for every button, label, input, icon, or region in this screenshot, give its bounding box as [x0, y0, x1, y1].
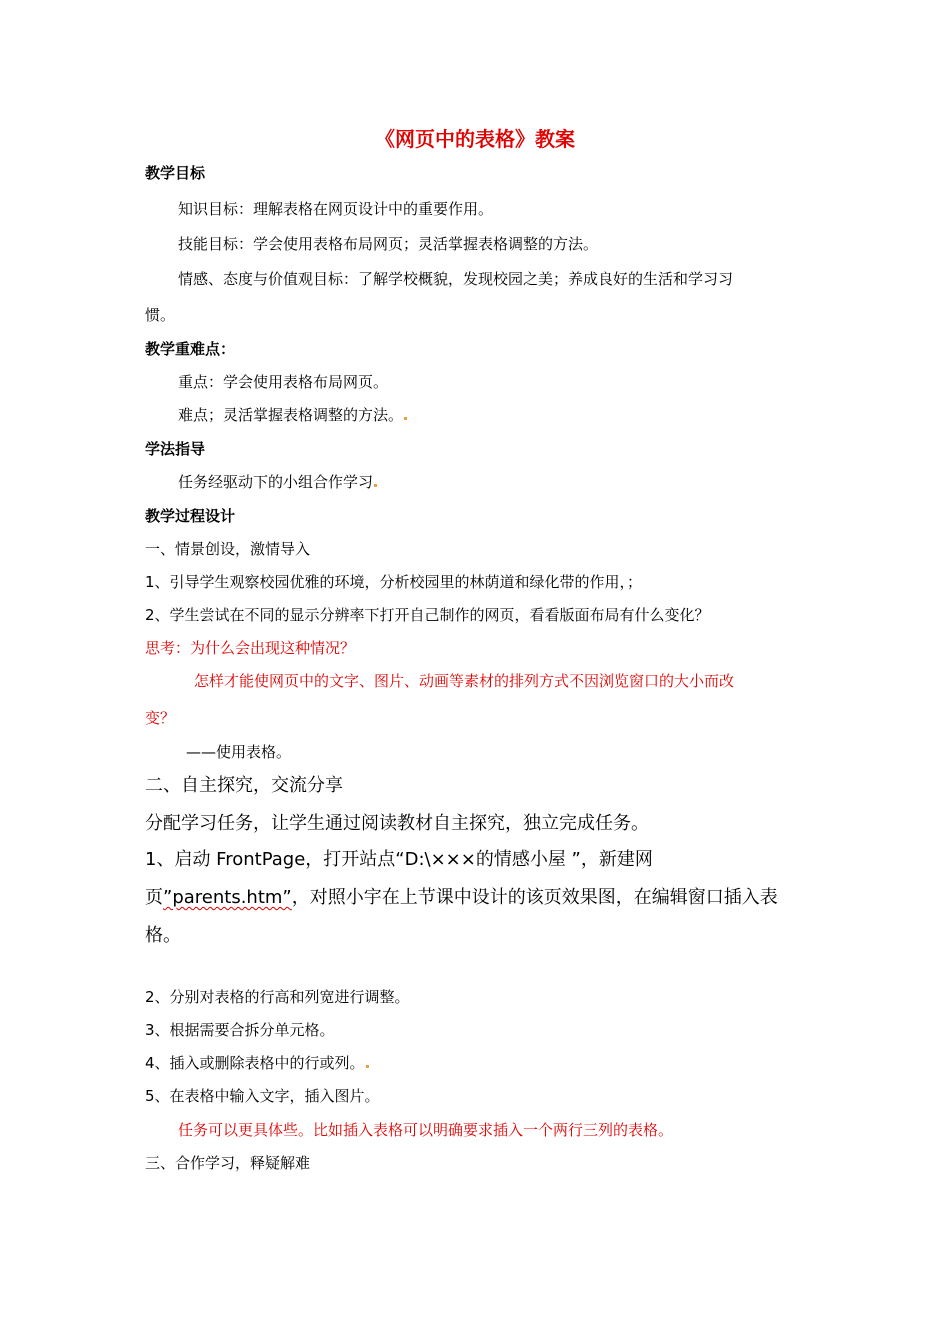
process-item2: 2、学生尝试在不同的显示分辨率下打开自己制作的网页，看看版面布局有什么变化？ [145, 606, 710, 624]
section1-heading: 一、情景创设，激情导入 [145, 540, 311, 558]
section3-heading: 三、合作学习，释疑解难 [145, 1154, 311, 1172]
think-question: 思考：为什么会出现这种情况？ [145, 639, 356, 657]
emotion-goal-line1: 情感、态度与价值观目标：了解学校概貌，发现校园之美；养成良好的生活和学习习 [178, 270, 734, 288]
task1-rest: ，对照小宇在上节课中设计的该页效果图，在编辑窗口插入表 [291, 887, 778, 908]
edit-mark [404, 417, 407, 420]
task1-line3: 格。 [145, 925, 181, 946]
task2: 2、分别对表格的行高和列宽进行调整。 [145, 988, 410, 1006]
question-line2: 变？ [145, 709, 176, 727]
key-point: 重点：学会使用表格布局网页。 [178, 373, 389, 391]
difficult-point [178, 405, 408, 425]
process-heading: 教学过程设计 [145, 507, 236, 525]
task3: 3、根据需要合拆分单元格。 [145, 1021, 335, 1039]
edit-mark [374, 484, 377, 487]
difficult-point-text: 难点；灵活掌握表格调整的方法。 [178, 406, 404, 424]
task1-page-label: 页 [145, 887, 163, 908]
skill-goal: 技能目标：学会使用表格布局网页；灵活掌握表格调整的方法。 [178, 235, 599, 253]
emotion-goal-line2: 惯。 [145, 306, 176, 324]
task4 [145, 1053, 370, 1073]
task1-line1: 1、启动 FrontPage，打开站点“D:\×××的情感小屋 ”，新建网 [145, 849, 653, 870]
edit-mark [366, 1065, 369, 1068]
assign-text: 分配学习任务，让学生通过阅读教材自主探究，独立完成任务。 [145, 813, 649, 834]
question-line1: 怎样才能使网页中的文字、图片、动画等素材的排列方式不因浏览窗口的大小而改 [194, 672, 735, 690]
section2-heading: 二、自主探究，交流分享 [145, 775, 343, 796]
task-note: 任务可以更具体些。比如插入表格可以明确要求插入一个两行三列的表格。 [178, 1121, 674, 1139]
process-item1: 1、引导学生观察校园优雅的环境，分析校园里的林荫道和绿化带的作用，； [145, 573, 643, 591]
task4-text: 4、插入或删除表格中的行或列。 [145, 1054, 365, 1072]
method-text [178, 472, 378, 492]
method-text-content: 任务经驱动下的小组合作学习 [178, 473, 374, 491]
key-points-heading: 教学重难点： [145, 340, 236, 358]
method-heading: 学法指导 [145, 440, 206, 458]
document-title: 《网页中的表格》教案 [375, 127, 575, 151]
task1-filename: ”parents.htm” [163, 887, 292, 908]
task1-line2 [145, 886, 778, 910]
task5: 5、在表格中输入文字，插入图片。 [145, 1087, 380, 1105]
answer-text: ——使用表格。 [186, 743, 292, 761]
objectives-heading: 教学目标 [145, 164, 206, 182]
knowledge-goal: 知识目标：理解表格在网页设计中的重要作用。 [178, 200, 494, 218]
